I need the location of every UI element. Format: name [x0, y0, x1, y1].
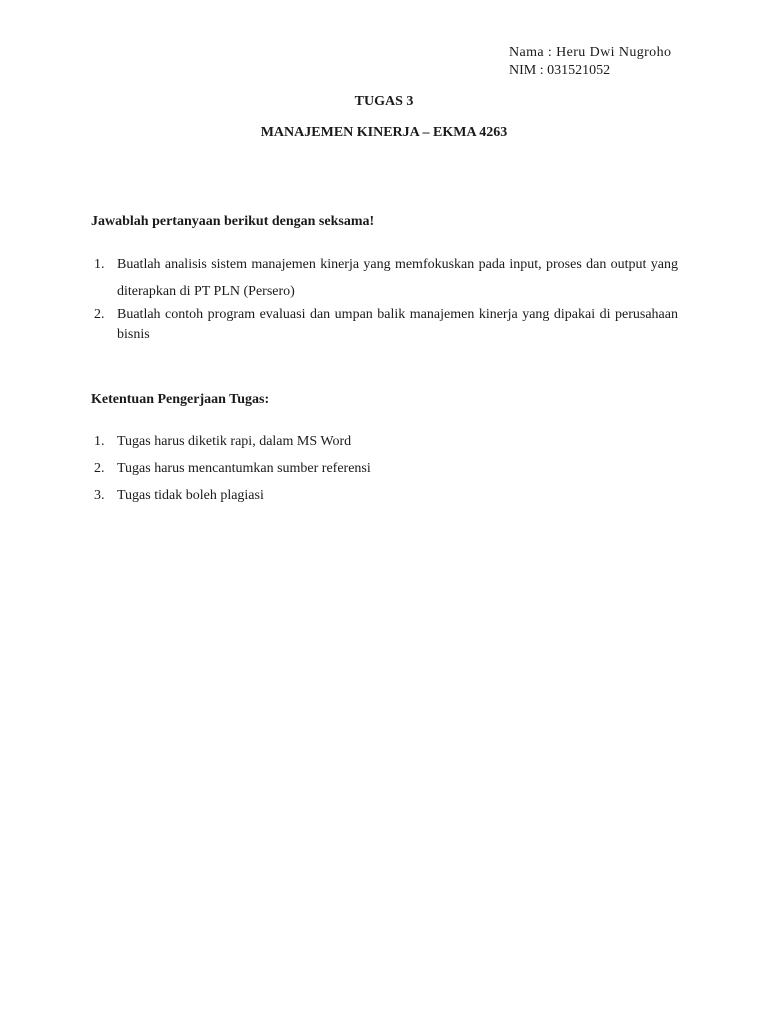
list-item [91, 482, 678, 509]
student-nim: NIM : 031521052 [509, 63, 611, 78]
list-item [91, 428, 678, 455]
list-item-text: Tugas harus diketik rapi, dalam MS Word [117, 434, 352, 449]
list-item-text: Tugas harus mencantumkan sumber referensi [117, 461, 371, 476]
list-item-number: 1. [94, 434, 105, 449]
list-item-number: 2. [94, 307, 105, 322]
list-item-text: Tugas tidak boleh plagiasi [117, 488, 264, 503]
list-item [91, 455, 678, 482]
questions-list [91, 251, 678, 345]
list-item [91, 251, 678, 305]
questions-heading: Jawablah pertanyaan berikut dengan seksama! [91, 214, 375, 229]
list-item-number: 1. [94, 257, 105, 272]
list-item-number: 3. [94, 488, 105, 503]
student-name: Nama : Heru Dwi Nugroho [509, 45, 672, 60]
list-item-text: Buatlah contoh program evaluasi dan umpan balik manajemen kinerja yang dipakai di perusahaan bisnis [117, 307, 678, 342]
list-item [91, 305, 678, 345]
rules-heading: Ketentuan Pengerjaan Tugas: [91, 392, 270, 407]
list-item-number: 2. [94, 461, 105, 476]
assignment-title: TUGAS 3 [354, 94, 414, 109]
student-info [509, 44, 671, 80]
list-item-text: Buatlah analisis sistem manajemen kinerja yang memfokuskan pada input, proses dan output yang diterapkan di PT PLN (Persero) [117, 257, 678, 299]
rules-list [91, 428, 678, 509]
course-title: MANAJEMEN KINERJA – EKMA 4263 [260, 125, 508, 140]
